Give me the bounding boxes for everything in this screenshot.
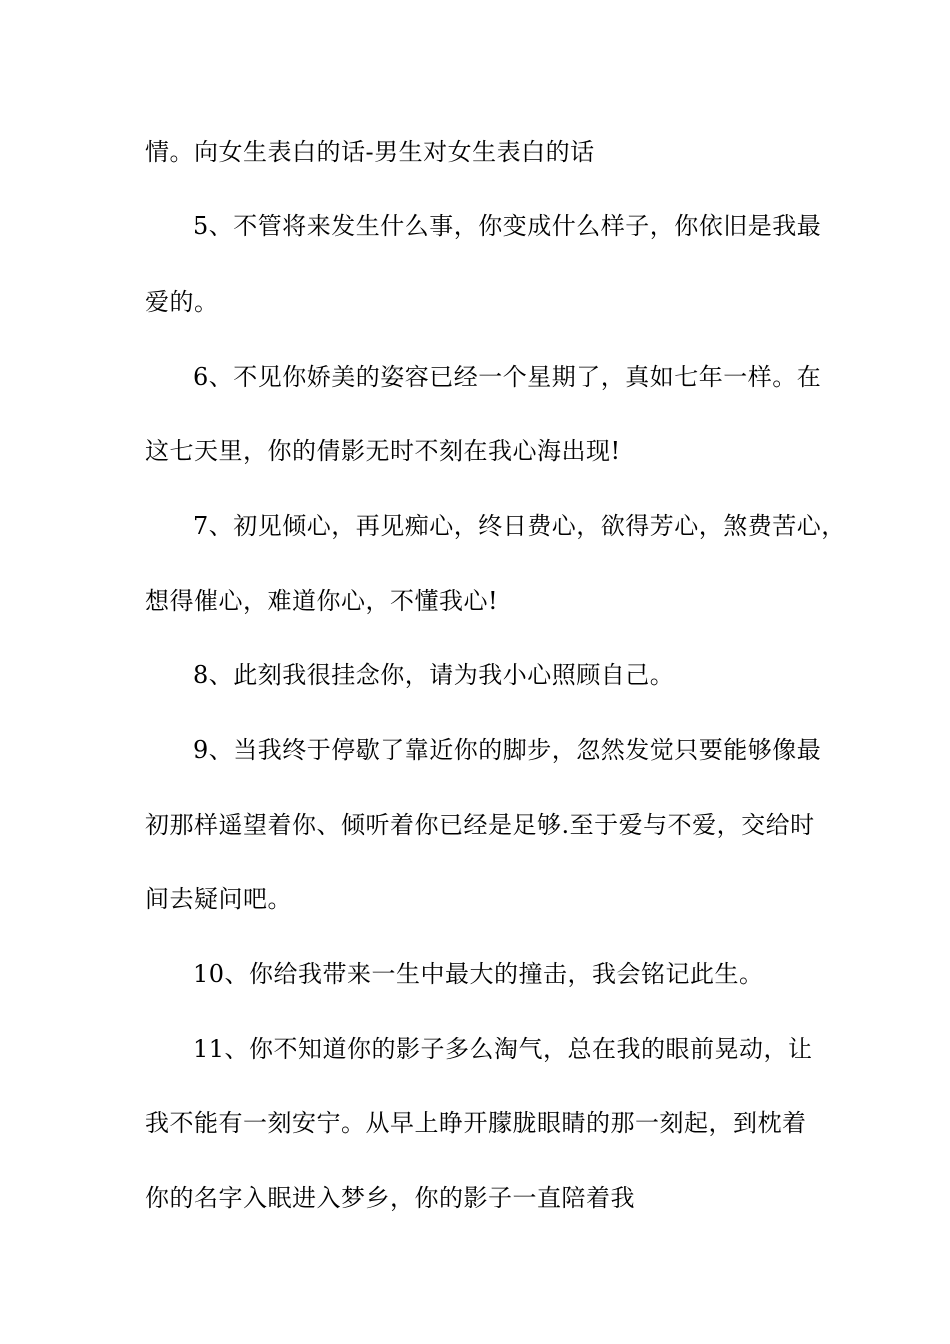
text-line-1: 情。向女生表白的话-男生对女生表白的话 [145, 138, 595, 166]
text-line-15: 你的名字入眠进入梦乡，你的影子一直陪着我 [145, 1184, 635, 1212]
text-line-14: 我不能有一刻安宁。从早上睁开朦胧眼睛的那一刻起，到枕着 [145, 1109, 807, 1137]
text-line-7: 想得催心，难道你心，不懂我心! [145, 587, 499, 615]
text-line-6: 7、初见倾心，再见痴心，终日费心，欲得芳心，煞费苦心， [193, 512, 846, 540]
text-line-13: 11、你不知道你的影子多么淘气，总在我的眼前晃动，让 [193, 1035, 813, 1063]
text-line-12: 10、你给我带来一生中最大的撞击，我会铭记此生。 [193, 960, 764, 988]
text-line-8: 8、此刻我很挂念你，请为我小心照顾自己。 [193, 661, 675, 689]
text-line-5: 这七天里，你的倩影无时不刻在我心海出现! [145, 437, 621, 465]
text-line-10: 初那样遥望着你、倾听着你已经是足够.至于爱与不爱，交给时 [145, 811, 815, 839]
text-line-9: 9、当我终于停歇了靠近你的脚步，忽然发觉只要能够像最 [193, 736, 822, 764]
text-line-2: 5、不管将来发生什么事，你变成什么样子，你依旧是我最 [193, 212, 822, 240]
text-line-11: 间去疑问吧。 [145, 885, 292, 913]
text-line-4: 6、不见你娇美的姿容已经一个星期了，真如七年一样。在 [193, 363, 822, 391]
text-line-3: 爱的。 [145, 288, 219, 316]
